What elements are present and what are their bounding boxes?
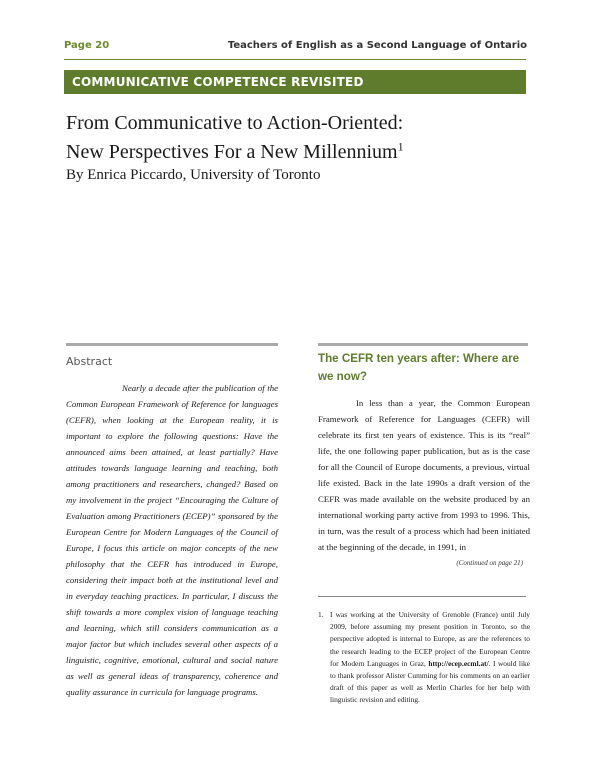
abstract-column-rule <box>66 343 278 346</box>
journal-name: Teachers of English as a Second Language of Ontario <box>227 40 527 51</box>
page-number: Page 20 <box>64 40 110 51</box>
continued-note: (Continued on page 21) <box>456 559 523 567</box>
section-heading: The CEFR ten years after: Where are we now? <box>318 352 520 383</box>
abstract-heading: Abstract <box>66 355 113 368</box>
abstract-text: Nearly a decade after the publication of the Common European Framework of Reference for languages (CEFR), when looking at the European reality, it is important to explore the following questions: Have the announced aims been attained, at least partially? Have attitudes towards language learning and teaching, both among practitioners and researchers, changed? Based on my involvement in the project “Encouraging the Culture of Evaluation among Practitioners (ECEP)” sponsored by the European Centre for Modern Languages of the Council of Europe, I focus this article on major concepts of the new philosophy that the CEFR has introduced in Europe, considering their impact both at the institutional level and in everyday teaching practices. In particular, I discuss the shift towards a more complex vision of language teaching and learning, which still considers communication as a major factor but which includes several other aspects of a linguistic, cognitive, emotional, cultural and social nature as well as general ideas of transparency, coherence and quality assurance in curricula for language programs. <box>66 383 278 697</box>
article-title <box>66 109 536 167</box>
footnote-divider <box>318 596 526 597</box>
title-line-2: New Perspectives For a New Millennium <box>66 141 398 163</box>
section-column-rule <box>318 343 528 346</box>
section-body-text: In less than a year, the Common European Framework of Reference for Languages (CEFR) will celebrate its first ten years of existence. This is its “real” life, the one following paper publication, but as is the case for all the Council of Europe documents, a previous, virtual life existed. Back in the late 1990s a draft version of the CEFR was made available on the website produced by an international working party active from 1993 to 1996. This, in turn, was the result of a process which had been initiated at the beginning of the decade, in 1991, in <box>318 398 530 552</box>
footnote-marker: 1 <box>397 139 404 154</box>
header-divider <box>64 59 526 60</box>
footnote <box>318 609 530 707</box>
footnote-number: 1. <box>318 610 324 619</box>
byline: By Enrica Piccardo, University of Toronto <box>66 167 321 183</box>
title-line-1: From Communicative to Action-Oriented: <box>66 112 404 134</box>
footnote-text-before-link: I was working at the University of Grenoble (France) until July 2009, before assuming my present position in Toronto, so the perspective adopted is internal to Europe, as are the references to the research leading to the ECEP project of the European Centre for Modern Languages in Graz, <box>330 610 530 668</box>
footnote-text <box>330 609 530 707</box>
section-banner: COMMUNICATIVE COMPETENCE REVISITED <box>64 70 526 94</box>
footnote-text-after-link: . I would like to thank professor Alister Cumming for his comments on an earlier draft of this paper as well as Merlin Charles for her help with linguistic revision and editing. <box>330 658 530 705</box>
footnote-link[interactable]: http://ecep.ecml.at/ <box>428 658 489 668</box>
